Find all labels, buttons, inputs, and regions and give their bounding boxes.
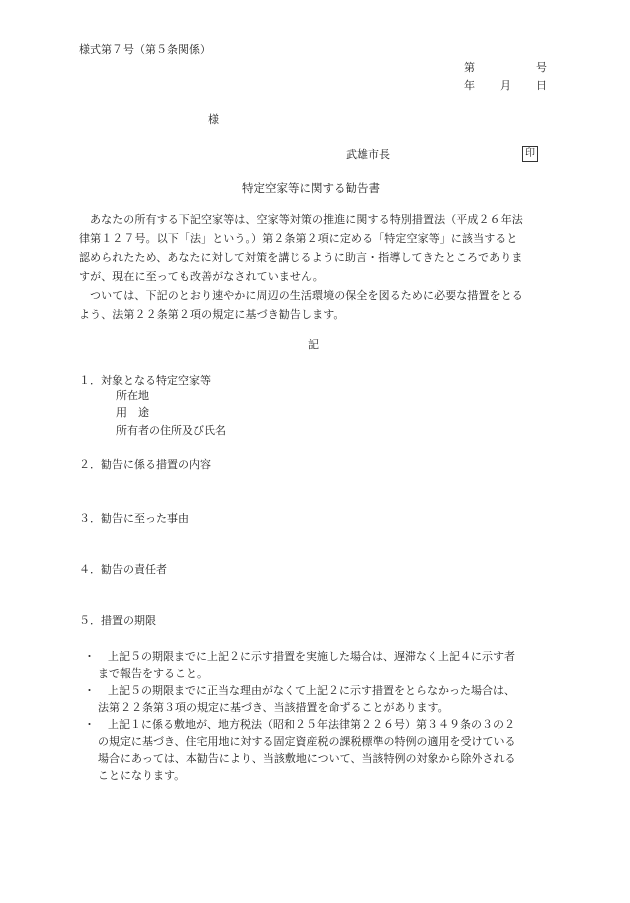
paragraph-line: よう、法第２２条第２項の規定に基づき勧告します。 <box>79 308 345 321</box>
date-month: 月 <box>500 79 511 92</box>
note-line: ことになります。 <box>98 769 186 782</box>
bullet-icon: ・ <box>84 718 95 731</box>
body-paragraph-2 <box>79 286 549 324</box>
paragraph-line: 認められたため、あなたに対して対策を講じるように助言・指導してきたところでありま <box>79 251 523 264</box>
paragraph-line: すが、現在に至っても改善がなされていません。 <box>79 270 324 283</box>
item-1-label: １．対象となる特定空家等 <box>79 374 211 387</box>
paragraph-line: 律第１２７号。以下「法」という。）第２条第２項に定める「特定空家等」に該当すると <box>79 232 518 245</box>
note-item <box>84 716 554 784</box>
item-5-label: ５．措置の期限 <box>79 614 156 627</box>
recipient-suffix: 様 <box>208 113 219 126</box>
note-item <box>84 682 554 716</box>
paragraph-line: あなたの所有する下記空家等は、空家等対策の推進に関する特別措置法（平成２６年法 <box>90 213 523 226</box>
note-line: 上記５の期限までに正当な理由がなくて上記２に示す措置をとらなかった場合は、 <box>108 684 515 697</box>
date-day: 日 <box>536 79 547 92</box>
bullet-icon: ・ <box>84 684 95 697</box>
seal-stamp: 印 <box>522 146 538 162</box>
issuer-name: 武雄市長 <box>346 148 390 161</box>
bullet-icon: ・ <box>84 650 95 663</box>
number-prefix: 第 <box>464 61 475 74</box>
note-item <box>84 648 554 682</box>
item-3-label: ３．勧告に至った事由 <box>79 512 189 525</box>
date-year: 年 <box>464 79 475 92</box>
item-4-label: ４．勧告の責任者 <box>79 563 167 576</box>
note-line: 場合にあっては、本勧告により、当該敷地について、当該特例の対象から除外される <box>98 752 516 765</box>
number-suffix: 号 <box>536 61 547 74</box>
note-line: の規定に基づき、住宅用地に対する固定資産税の課税標準の特例の適用を受けている <box>98 735 516 748</box>
item-2-label: ２．勧告に係る措置の内容 <box>79 458 211 471</box>
note-line: 上記５の期限までに上記２に示す措置を実施した場合は、遅滞なく上記４に示す者 <box>108 650 515 663</box>
item-1-location: 所在地 <box>116 389 149 402</box>
document-title: 特定空家等に関する勧告書 <box>242 181 380 195</box>
ki-heading: 記 <box>308 338 319 351</box>
item-1-use: 用 途 <box>116 406 149 419</box>
note-line: 法第２２条第３項の規定に基づき、当該措置を命ずることがあります。 <box>98 701 449 714</box>
note-line: まで報告をすること。 <box>98 667 208 680</box>
paragraph-line: ついては、下記のとおり速やかに周辺の生活環境の保全を図るために必要な措置をとる <box>90 289 523 302</box>
item-1-owner: 所有者の住所及び氏名 <box>116 424 226 437</box>
form-label: 様式第７号（第５条関係） <box>79 43 211 56</box>
note-line: 上記１に係る敷地が、地方税法（昭和２５年法律第２２６号）第３４９条の３の２ <box>108 718 515 731</box>
body-paragraph-1 <box>79 210 549 286</box>
